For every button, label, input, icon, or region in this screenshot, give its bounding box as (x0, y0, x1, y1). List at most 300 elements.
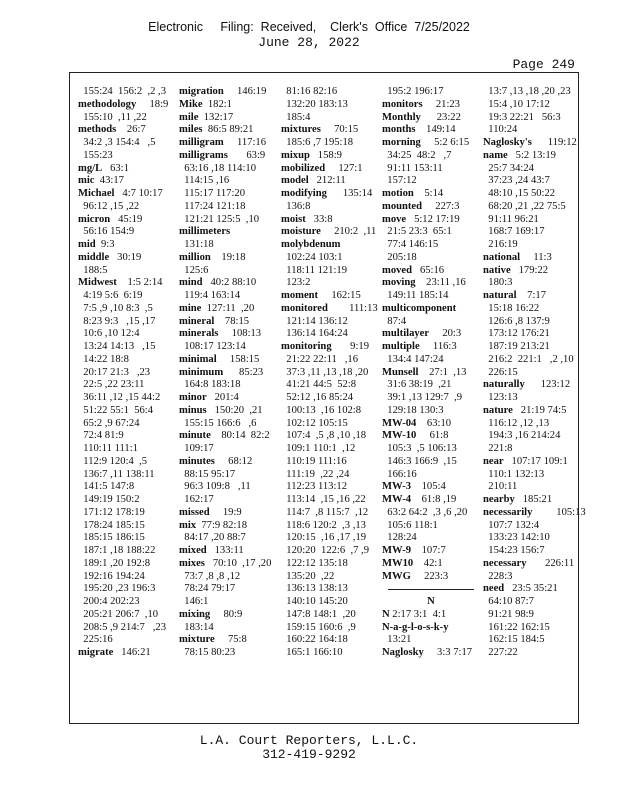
index-line: 15:18 16:22 (483, 302, 540, 314)
index-line: 126:6 ,8 137:9 (483, 315, 550, 327)
index-line: 105:3 ,5 106:13 (382, 443, 457, 454)
index-line: 154:23 156:7 (483, 545, 545, 556)
index-line: 194:3 ,16 214:24 (483, 430, 561, 442)
index-line: Munsell 27:1 ,13 (382, 366, 467, 378)
index-line: monitors 21:23 (382, 98, 460, 110)
index-line: 10:6 ,10 12:4 (78, 328, 140, 340)
index-line: moving 23:11 ,16 (382, 277, 466, 289)
index-column-3 (281, 86, 378, 660)
index-term: MW-10 (382, 430, 417, 442)
index-line: 65:2 ,9 67:24 (78, 417, 140, 429)
index-line: 128:24 (382, 532, 417, 544)
index-term: MW-4 (382, 494, 412, 505)
index-line: mile 132:17 (179, 111, 234, 123)
index-term: mid (78, 239, 96, 250)
index-line: name 5:2 13:19 (483, 149, 556, 161)
index-term: mounted (382, 200, 423, 212)
index-line: 155:10 ,11 ,22 (78, 111, 147, 123)
index-line: 120:20 122:6 ,7 ,9 (281, 545, 369, 556)
index-line: 63:16 ,18 114:10 (179, 162, 257, 174)
index-line: 68:20 ,21 ,22 75:5 (483, 200, 566, 212)
index-line: methods 26:7 (78, 124, 146, 136)
index-term: naturally (483, 379, 525, 391)
index-line: middle 30:19 (78, 251, 142, 263)
index-line: 78:15 80:23 (179, 647, 236, 658)
index-term: nature (483, 404, 513, 416)
index-line: 52:12 ,16 85:24 (281, 392, 354, 403)
index-line: MW-3 105:4 (382, 481, 446, 493)
index-line: 113:14 ,15 ,16 ,22 (281, 494, 366, 505)
index-line: 84:17 ,20 88:7 (179, 532, 246, 544)
index-line: minutes 68:12 (179, 455, 253, 467)
index-term: model (281, 175, 309, 187)
index-line: multiple 116:3 (382, 341, 457, 352)
index-line: 56:16 154:9 (78, 226, 135, 238)
index-line: 205:18 (382, 251, 417, 263)
index-line: 123:13 (483, 392, 518, 403)
index-term: mixed (179, 545, 207, 556)
index-line: 21:5 23:3 65:1 (382, 226, 452, 238)
index-box (69, 72, 586, 724)
index-line: 125:6 (179, 264, 209, 276)
index-term: migrate (78, 647, 114, 658)
index-line: 173:12 176:21 (483, 328, 550, 340)
index-term: native (483, 264, 511, 276)
index-line: 13:21 (382, 634, 412, 646)
index-line: 37:23 ,24 43:7 (483, 175, 550, 187)
index-column-2 (179, 86, 271, 660)
index-line: 157:12 (382, 175, 417, 187)
index-term: migration (179, 86, 224, 97)
index-term: mix (179, 519, 197, 531)
index-line: migration 146:19 (179, 86, 267, 97)
index-term: mg/L (78, 162, 103, 174)
index-line: moisture 210:2 ,11 (281, 226, 377, 238)
index-term: multiple (382, 341, 420, 352)
index-line: MW10 42:1 (382, 557, 443, 569)
index-line: 37:3 ,11 ,13 ,18 ,20 (281, 366, 369, 378)
index-line: near 107:17 109:1 (483, 455, 568, 467)
index-term: minus (179, 404, 207, 416)
index-line: Naglosky's 119:12 (483, 137, 577, 148)
index-column-5 (483, 86, 586, 660)
index-line: 155:23 (78, 149, 113, 161)
index-line: mixtures 70:15 (281, 124, 359, 136)
index-term: minimum (179, 366, 224, 378)
index-term: modifying (281, 188, 327, 199)
index-line: 192:16 194:24 (78, 570, 145, 582)
index-term: milligrams (179, 149, 228, 161)
index-line: 141:5 147:8 (78, 481, 135, 493)
index-line: 189:1 ,20 192:8 (78, 557, 151, 569)
index-line: 205:21 206:7 ,10 (78, 608, 159, 620)
index-line: 21:22 22:11 ,16 (281, 353, 359, 365)
index-line: 73:7 ,8 ,8 ,12 (179, 570, 241, 582)
index-line: MW-4 61:8 ,19 (382, 494, 457, 505)
index-line: 110:1 132:13 (483, 468, 545, 480)
index-line: mixed 133:11 (179, 545, 244, 556)
index-line: 118:6 120:2 ,3 ,13 (281, 519, 366, 531)
index-line: 195:20 ,23 196:3 (78, 583, 156, 595)
index-line: 166:16 (382, 468, 417, 480)
index-line: 187:1 ,18 188:22 (78, 545, 156, 556)
index-line: milligram 117:16 (179, 137, 266, 148)
index-line: MW-10 61:8 (382, 430, 449, 442)
index-line: mixing 80:9 (179, 608, 243, 620)
index-term: mixes (179, 557, 205, 569)
index-line: mineral 78:15 (179, 315, 250, 327)
index-line: mix 77:9 82:18 (179, 519, 247, 531)
index-line: minus 150:20 ,21 (179, 404, 263, 416)
index-line: 129:18 130:3 (382, 404, 444, 416)
index-term: nearby (483, 494, 515, 505)
index-line: 221:8 (483, 443, 513, 454)
index-line: 14:22 18:8 (78, 353, 129, 365)
index-line: 22:5 ,22 23:11 (78, 379, 145, 391)
index-line: 185:4 (281, 111, 311, 123)
index-term: Monthly (382, 111, 421, 123)
index-line: 107:7 132:4 (483, 519, 540, 531)
index-line: 188:5 (78, 264, 108, 276)
index-term: millimeters (179, 226, 231, 238)
index-line: 136:13 138:13 (281, 583, 348, 595)
index-line: 34:2 ,3 154:4 ,5 (78, 137, 156, 148)
index-term: mind (179, 277, 203, 289)
index-line: N 2:17 3:1 4:1 (382, 608, 447, 620)
index-line: million 19:18 (179, 251, 246, 263)
index-line: 178:24 185:15 (78, 519, 145, 531)
index-line: Naglosky 3:3 7:17 (382, 647, 473, 658)
index-line: 111:19 ,22 ,24 (281, 468, 350, 480)
index-line: MW-9 107:7 (382, 545, 446, 556)
index-term: Midwest (78, 277, 117, 289)
index-line: 91:11 153:11 (382, 162, 443, 174)
index-term: mixture (179, 634, 215, 646)
index-line: 102:12 105:15 (281, 417, 348, 429)
index-line: 136:14 164:24 (281, 328, 348, 340)
index-term: moved (382, 264, 413, 276)
index-term: minutes (179, 455, 215, 467)
index-term: Naglosky's (483, 137, 532, 148)
index-line: 31:6 38:19 ,21 (382, 379, 452, 391)
index-line: monitoring 9:19 (281, 341, 369, 352)
index-line: 140:10 145:20 (281, 596, 348, 607)
index-line: mixes 70:10 ,17 ,20 (179, 557, 272, 569)
index-line: 88:15 95:17 (179, 468, 236, 480)
court-reporter-name: L.A. Court Reporters, L.L.C. (199, 733, 419, 748)
index-term: national (483, 251, 521, 263)
index-line: 51:22 55:1 56:4 (78, 404, 154, 416)
index-line: 110:11 111:1 (78, 443, 138, 454)
index-line: MW-04 63:10 (382, 417, 452, 429)
index-line: 20:17 21:3 ,23 (78, 366, 151, 378)
index-line: 208:5 ,9 214:7 ,23 (78, 621, 166, 633)
index-line: 13:7 ,13 ,18 ,20 ,23 (483, 86, 571, 97)
index-line: moved 65:16 (382, 264, 445, 276)
index-line: mixup 158:9 (281, 149, 342, 161)
index-line (382, 622, 472, 635)
index-line: multilayer 20:3 (382, 328, 462, 340)
index-line: 149:11 185:14 (382, 290, 449, 301)
divider-rule (388, 589, 474, 590)
index-line: 162:17 (179, 494, 214, 505)
index-term: minute (179, 430, 211, 442)
index-line: 123:2 (281, 277, 311, 289)
index-line: move 5:12 17:19 (382, 213, 460, 225)
index-line: mobilized 127:1 (281, 162, 363, 174)
index-line: minor 201:4 (179, 392, 239, 403)
index-line: milligrams 63:9 (179, 149, 266, 161)
index-line: 107:4 ,5 ,8 ,10 ,18 (281, 430, 367, 442)
index-line: minimum 85:23 (179, 366, 264, 378)
index-line: 77:4 146:15 (382, 239, 439, 250)
index-line: Mike 182:1 (179, 98, 232, 110)
index-line: mind 40:2 88:10 (179, 277, 257, 289)
index-line: 78:24 79:17 (179, 583, 236, 595)
index-line: 7:5 ,9 ,10 8:3 ,5 (78, 302, 153, 314)
filing-stamp: Electronic Filing: Received, Clerk's Office 7/25/2022 (148, 20, 470, 34)
index-line: 120:15 ,16 ,17 ,19 (281, 532, 367, 544)
index-line: 63:2 64:2 ,3 ,6 ,20 (382, 506, 468, 518)
index-line: 134:4 147:24 (382, 353, 444, 365)
index-term: moisture (281, 226, 321, 238)
index-line: 64:10 87:7 (483, 596, 534, 607)
index-term: mobilized (281, 162, 326, 174)
index-term: mixtures (281, 124, 321, 136)
index-line: 81:16 82:16 (281, 86, 338, 97)
index-term: missed (179, 506, 210, 518)
index-line: 132:20 183:13 (281, 98, 348, 110)
index-term: micron (78, 213, 111, 225)
index-term: multilayer (382, 328, 430, 340)
index-term: multicomponent (382, 302, 457, 314)
index-line: 227:22 (483, 647, 518, 658)
index-line: nearby 185:21 (483, 494, 553, 505)
index-line: 171:12 178:19 (78, 506, 145, 518)
index-line: 200:4 202:23 (78, 596, 140, 607)
index-line: 168:7 169:17 (483, 226, 545, 238)
index-line: mic 43:17 (78, 175, 124, 187)
index-line: 121:14 136:12 (281, 315, 348, 327)
index-term: methodology (78, 98, 137, 110)
index-line: 135:20 ,22 (281, 570, 335, 582)
section-divider (388, 583, 474, 607)
index-line: 133:23 142:10 (483, 532, 550, 544)
index-line: 114:7 ,8 115:7 ,12 (281, 506, 369, 518)
index-line: 121:21 125:5 ,10 (179, 213, 260, 225)
index-line: 225:16 (78, 634, 113, 646)
index-term: Munsell (382, 366, 419, 378)
index-line: 185:15 186:15 (78, 532, 145, 544)
index-term: move (382, 213, 407, 225)
index-term: MW-3 (382, 481, 412, 493)
index-term: N-a-g-l-o-s-k-y (382, 621, 449, 633)
index-term: necessary (483, 557, 527, 569)
transcript-date: June 28, 2022 (258, 35, 360, 50)
index-term: million (179, 251, 211, 263)
index-line: 100:13 ,16 102:8 (281, 404, 362, 416)
index-term: MW-9 (382, 545, 412, 556)
index-line: 226:15 (483, 366, 518, 378)
index-line: moment 162:15 (281, 290, 361, 301)
index-term: milligram (179, 137, 224, 148)
index-line: 96:12 ,15 ,22 (78, 200, 140, 212)
index-line: 91:11 96:21 (483, 213, 539, 225)
index-line: 41:21 44:5 52:8 (281, 379, 357, 391)
index-line: MWG 223:3 (382, 570, 449, 582)
index-column-1 (78, 86, 168, 660)
index-line: 136:8 (281, 200, 311, 212)
index-line: 149:19 150:2 (78, 494, 140, 505)
index-term: motion (382, 188, 414, 199)
index-term: moist (281, 213, 306, 225)
index-term: moment (281, 290, 319, 301)
index-term: mic (78, 175, 95, 187)
index-line: 118:11 121:19 (281, 264, 348, 276)
index-term: mineral (179, 315, 215, 327)
index-line: nature 21:19 74:5 (483, 404, 567, 416)
index-line: 110:24 (483, 124, 518, 136)
index-line: 180:3 (483, 277, 513, 289)
index-line: 4:19 5:6 6:19 (78, 290, 143, 301)
index-line: 72:4 81:9 (78, 430, 124, 442)
page-number: Page 249 (512, 57, 575, 72)
index-line: 109:1 110:1 ,12 (281, 443, 356, 454)
index-term: Michael (78, 188, 115, 199)
index-line: necessary 226:11 (483, 557, 575, 569)
index-column-4 (382, 86, 472, 660)
index-line: mid 9:3 (78, 239, 115, 250)
index-line: 112:23 113:12 (281, 481, 348, 493)
index-line: 131:18 (179, 239, 214, 250)
index-line: 210:11 (483, 481, 518, 493)
index-line: mine 127:11 ,20 (179, 302, 255, 314)
index-line: 25:7 34:24 (483, 162, 534, 174)
index-line: 115:17 117:20 (179, 188, 246, 199)
index-line: mg/L 63:1 (78, 162, 129, 174)
index-term: Mike (179, 98, 203, 110)
index-term: MWG (382, 570, 411, 582)
index-line: 39:1 ,13 129:7 ,9 (382, 392, 463, 403)
index-term: morning (382, 137, 421, 148)
index-line: 216:2 221:1 ,2 ,10 (483, 353, 574, 365)
index-line: 110:19 111:16 (281, 455, 347, 467)
index-line: 102:24 103:1 (281, 251, 343, 263)
index-term: miles (179, 124, 203, 136)
index-term: mile (179, 111, 199, 123)
index-line: modifying 135:14 (281, 188, 373, 199)
index-line: 195:2 196:17 (382, 86, 444, 97)
index-term: mine (179, 302, 202, 314)
index-line: Midwest 1:5 2:14 (78, 277, 163, 289)
index-line: 34:25 48:2 ,7 (382, 149, 452, 161)
index-line: minerals 108:13 (179, 328, 262, 340)
index-term: minor (179, 392, 207, 403)
index-line: 147:8 148:1 ,20 (281, 608, 356, 620)
index-line: 108:17 123:14 (179, 341, 246, 352)
index-line: migrate 146:21 (78, 647, 151, 658)
index-line: Michael 4:7 10:17 (78, 188, 163, 199)
section-letter: N (427, 596, 435, 607)
index-line: 162:15 184:5 (483, 634, 545, 646)
index-term: minimal (179, 353, 217, 365)
index-line: monitored 111:13 (281, 302, 378, 314)
index-term: name (483, 149, 508, 161)
index-line: 119:4 163:14 (179, 290, 241, 301)
index-line (281, 239, 378, 252)
index-line: 112:9 120:4 ,5 (78, 455, 148, 467)
index-line: 185:6 ,7 195:18 (281, 137, 354, 148)
index-line: 159:15 160:6 ,9 (281, 621, 356, 633)
index-line: 146:3 166:9 ,15 (382, 455, 457, 467)
index-line: 114:15 ,16 (179, 175, 230, 187)
index-line: mounted 227:3 (382, 200, 460, 212)
index-term: mixup (281, 149, 310, 161)
index-term: monitored (281, 302, 328, 314)
index-line: mixture 75:8 (179, 634, 247, 646)
index-line: 91:21 98:9 (483, 608, 534, 620)
index-line: necessarily 105:13 (483, 506, 586, 518)
index-line: 164:8 183:18 (179, 379, 241, 391)
index-term: necessarily (483, 506, 533, 518)
index-term: MW10 (382, 557, 414, 569)
index-line: 187:19 213:21 (483, 341, 550, 352)
court-reporter-phone: 312-419-9292 (262, 747, 356, 762)
index-line: 160:22 164:18 (281, 634, 348, 646)
index-line: native 179:22 (483, 264, 549, 276)
index-line: 87:4 (382, 315, 407, 327)
index-line: 109:17 (179, 443, 214, 454)
index-line: 155:15 166:6 ,6 (179, 417, 257, 429)
index-line: 161:22 162:15 (483, 621, 550, 633)
index-term: monitors (382, 98, 423, 110)
index-line: micron 45:19 (78, 213, 143, 225)
index-line: methodology 18:9 (78, 98, 169, 110)
index-term: months (382, 124, 416, 136)
index-line: 117:24 121:18 (179, 200, 246, 212)
index-term: natural (483, 290, 517, 301)
index-line: 122:12 135:18 (281, 557, 348, 569)
index-line: model 212:11 (281, 175, 346, 187)
index-term: molybdenum (281, 239, 341, 250)
index-line: minute 80:14 82:2 (179, 430, 270, 442)
index-line: 216:19 (483, 239, 518, 250)
index-term: MW-04 (382, 417, 417, 429)
index-line: minimal 158:15 (179, 353, 260, 365)
index-line: 116:12 ,12 ,13 (483, 417, 550, 429)
index-line: miles 86:5 89:21 (179, 124, 254, 136)
index-term: minerals (179, 328, 219, 340)
index-term: moving (382, 277, 416, 289)
index-line: 105:6 118:1 (382, 519, 438, 531)
index-line: 96:3 109:8 ,11 (179, 481, 251, 493)
index-line: 146:1 (179, 596, 209, 607)
index-line: missed 19:9 (179, 506, 242, 518)
index-line: 165:1 166:10 (281, 647, 343, 658)
index-line: motion 5:14 (382, 188, 444, 199)
index-line: 19:3 22:21 56:3 (483, 111, 561, 123)
index-line: 36:11 ,12 ,15 44:2 (78, 392, 161, 403)
index-line: 155:24 156:2 ,2 ,3 (78, 86, 166, 97)
index-line: morning 5:2 6:15 (382, 137, 470, 148)
index-line: national 11:3 (483, 251, 552, 263)
index-line: 8:23 9:3 ,15 ,17 (78, 315, 156, 327)
index-term: need (483, 583, 505, 595)
index-term: mixing (179, 608, 211, 620)
index-line: months 149:14 (382, 124, 456, 136)
index-line: moist 33:8 (281, 213, 333, 225)
index-line: 136:7 ,11 138:11 (78, 468, 155, 480)
